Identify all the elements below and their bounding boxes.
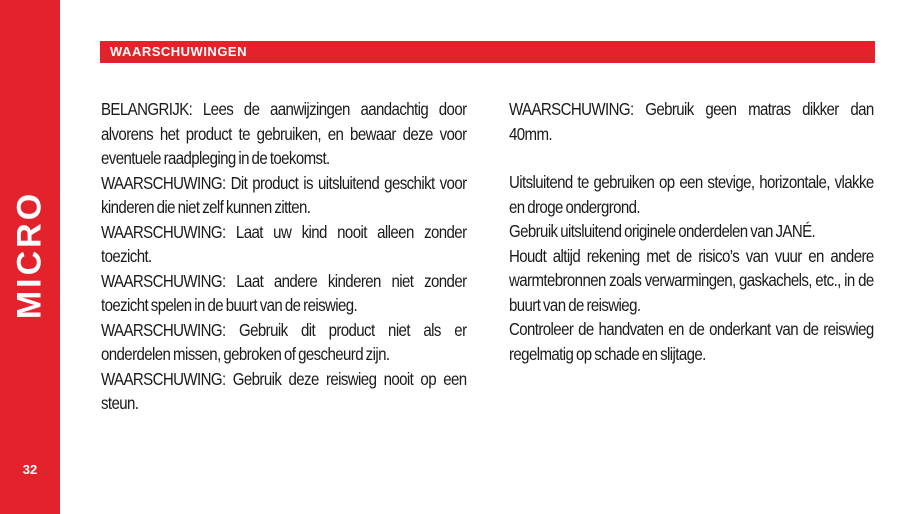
side-band [0, 0, 60, 514]
right-text-column [509, 97, 874, 366]
warning-paragraph: Houdt altijd rekening met de risico’s van vuur en andere warmtebronnen zoals verwarmingen, gaskachels, etc., in de buurt van de reiswieg. [509, 245, 874, 315]
warning-paragraph: Gebruik uitsluitend originele onderdelen van JANÉ. [509, 221, 816, 241]
warning-paragraph: WAARSCHUWING: Gebruik deze reiswieg nooit op een steun. [101, 368, 467, 413]
warning-paragraph: WAARSCHUWING: Gebruik geen matras dikker dan 40mm. [509, 99, 874, 144]
paragraph-spacer [509, 146, 874, 170]
warning-paragraph: WAARSCHUWING: Dit product is uitsluitend geschikt voor kinderen die niet zelf kunnen zitten. [101, 172, 467, 217]
warning-paragraph: WAARSCHUWING: Laat andere kinderen niet zonder toezicht spelen in de buurt van de reiswieg. [101, 270, 467, 315]
left-text-column [101, 97, 467, 416]
warning-paragraph: BELANGRIJK: Lees de aanwijzingen aandachtig door alvorens het product te gebruiken, en bewaar deze voor eventuele raadpleging in de toekomst. [101, 99, 467, 168]
page-number: 32 [22, 462, 38, 477]
warning-paragraph: Controleer de handvaten en de onderkant van de reiswieg regelmatig op schade en slijtage. [509, 319, 874, 364]
warning-paragraph: WAARSCHUWING: Gebruik dit product niet als er onderdelen missen, gebroken of gescheurd zijn. [101, 319, 467, 364]
warning-paragraph: WAARSCHUWING: Laat uw kind nooit alleen zonder toezicht. [101, 221, 467, 266]
product-name-vertical: MICRO [10, 190, 49, 320]
section-title: WAARSCHUWINGEN [110, 44, 247, 59]
warning-paragraph: Uitsluitend te gebruiken op een stevige, horizontale, vlakke en droge ondergrond. [509, 172, 874, 217]
section-header-bar [100, 41, 875, 63]
